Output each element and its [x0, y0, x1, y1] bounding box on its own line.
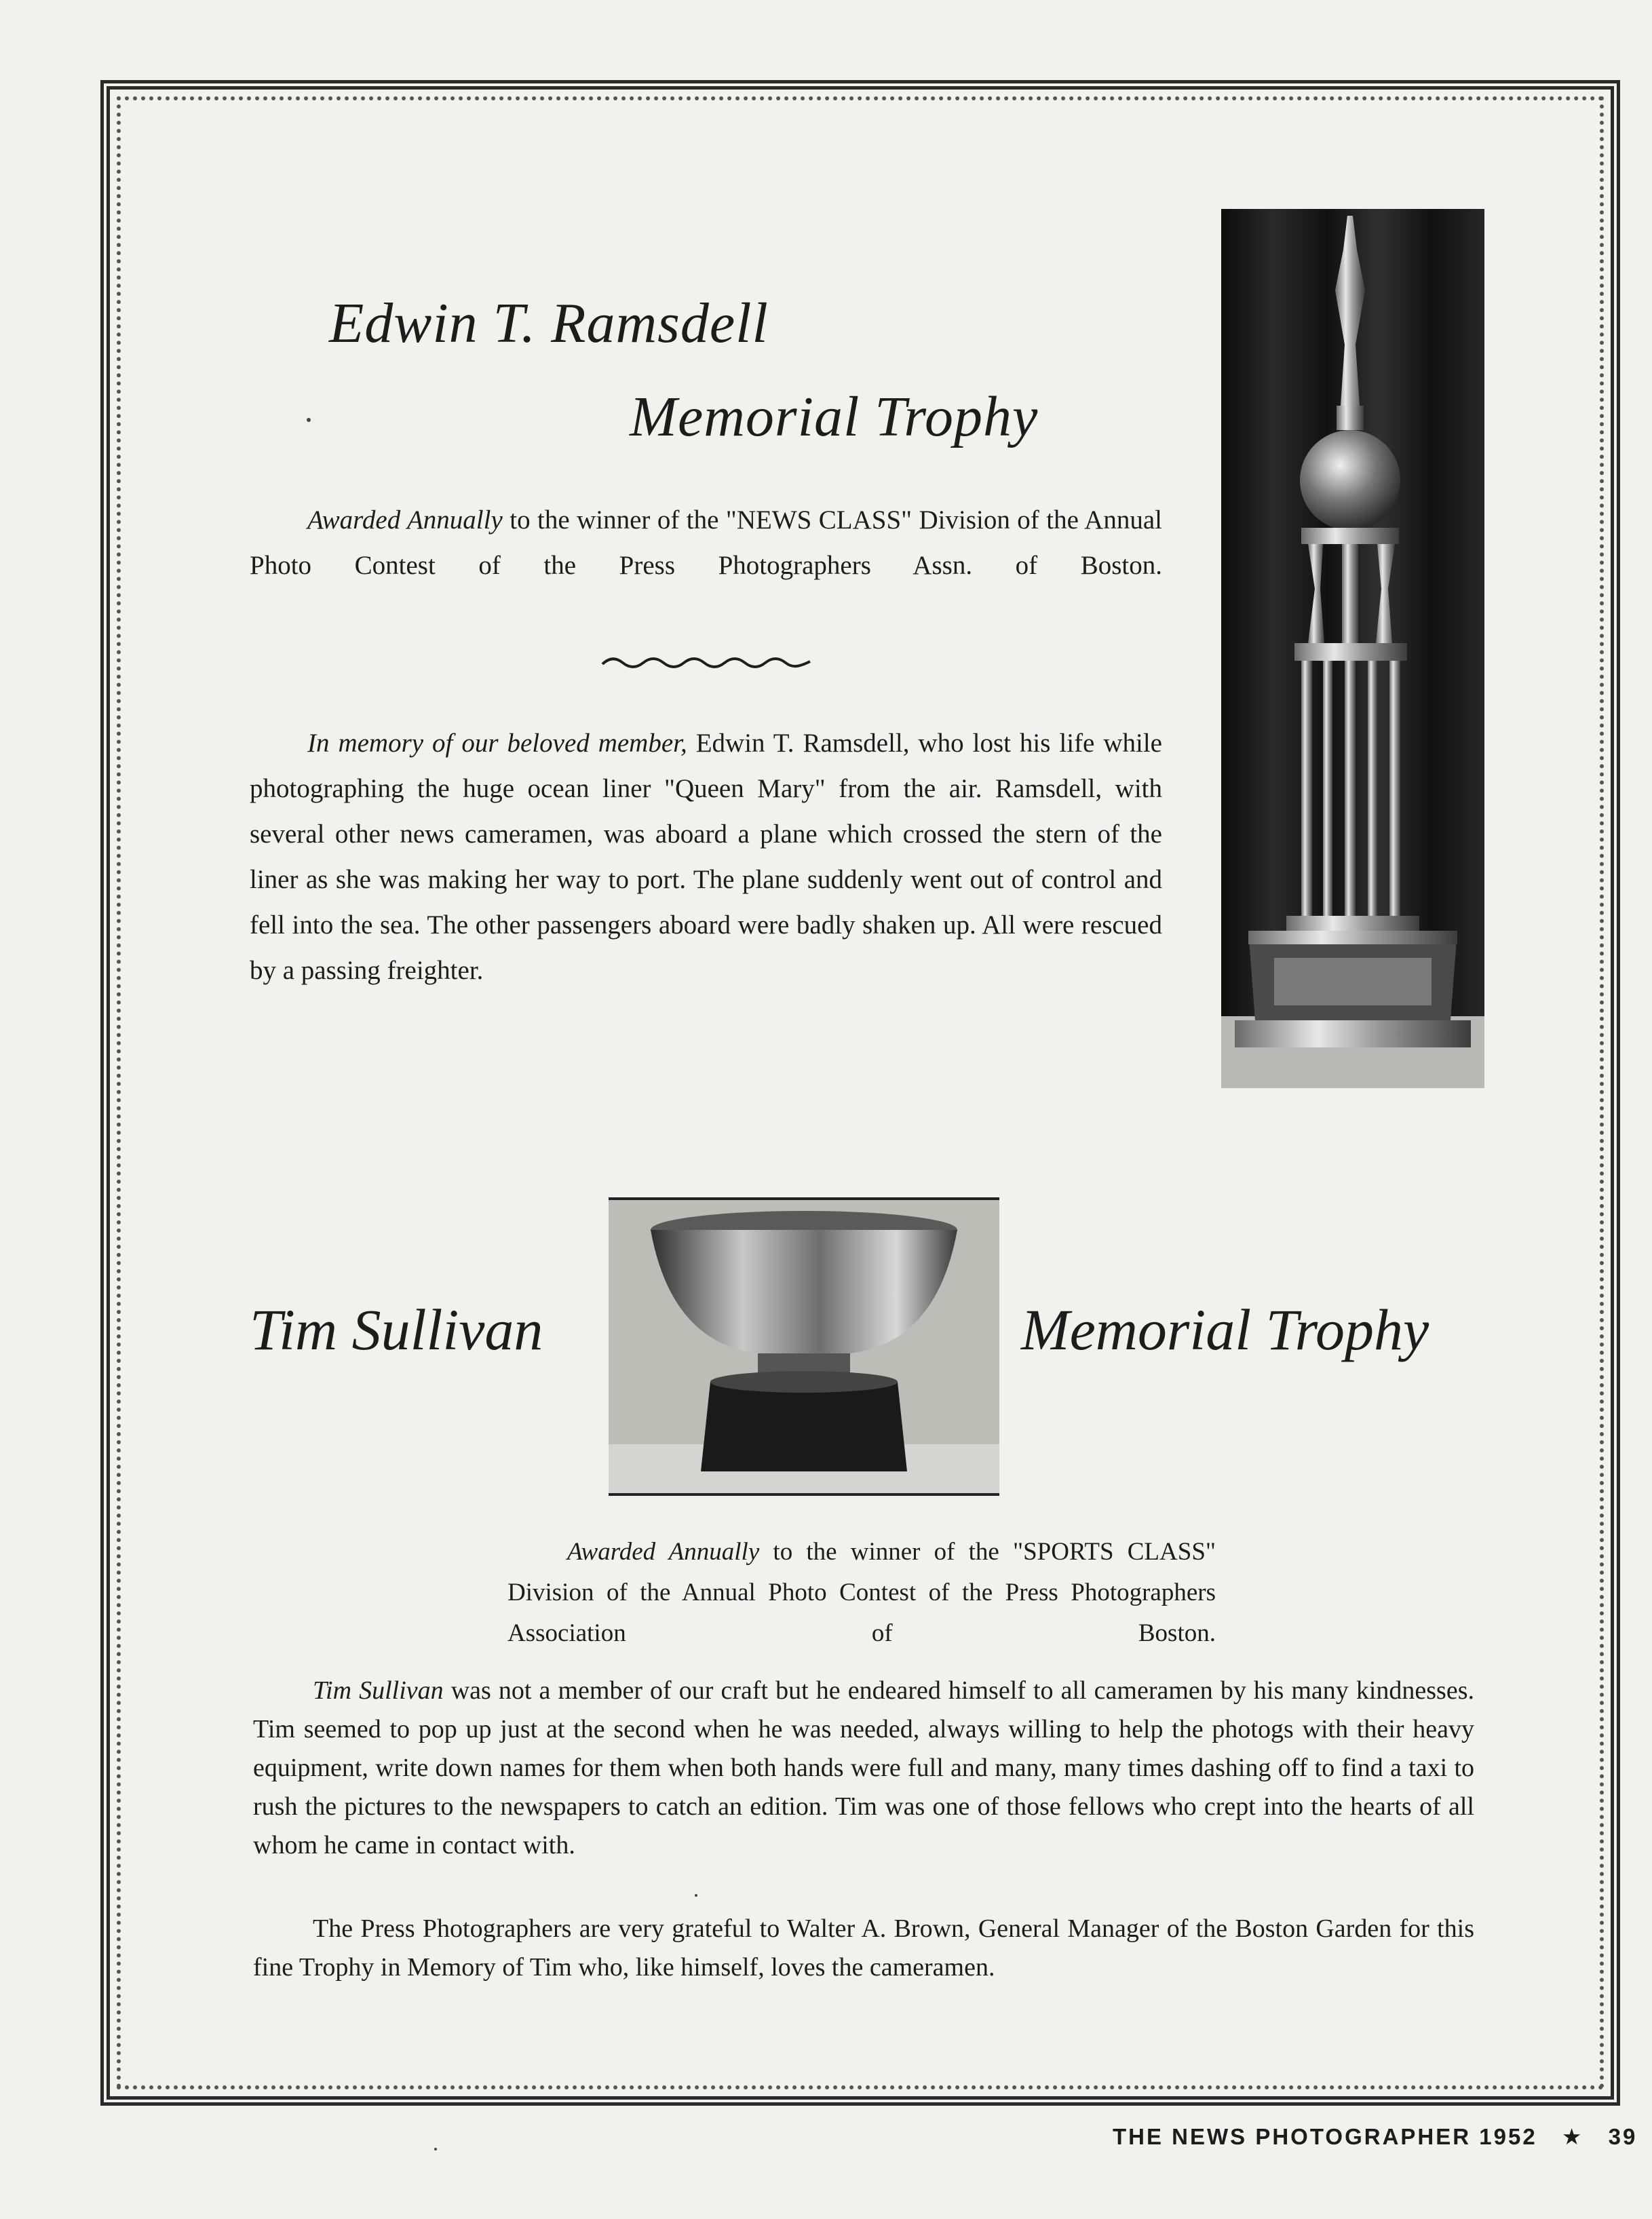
- sullivan-bowl-photo: [609, 1197, 999, 1496]
- sullivan-bio-text: was not a member of our craft but he endeared himself to all cameramen by his many kindnesses. Tim seemed to pop up just at the second when he was needed, always willing to help the photogs with their heavy equipment, write down names for them when both hands were full and many, many times dashing off to find a taxi to rush the pictures to the newspapers to catch an edition. Tim was one of those fellows who crept into the hearts of all whom he came in contact with.: [253, 1676, 1474, 1859]
- sullivan-thanks-paragraph: [253, 1910, 1474, 1987]
- sullivan-thanks-text: The Press Photographers are very grateful to Walter A. Brown, General Manager of the Boston Garden for this fine Trophy in Memory of Tim who, like himself, loves the cameramen.: [253, 1914, 1474, 1982]
- sullivan-award-text: to the winner of the "SPORTS CLASS" Division of the Annual Photo Contest of the Press Photographers Association of Boston.: [507, 1538, 1216, 1647]
- sullivan-award-paragraph: [507, 1532, 1216, 1654]
- ramsdell-trophy-photo: [1221, 209, 1484, 1088]
- ramsdell-award-paragraph: [250, 497, 1162, 588]
- ramsdell-title-line1: Edwin T. Ramsdell: [329, 292, 769, 355]
- print-speck: [695, 1894, 697, 1897]
- star-icon: ★: [1561, 2124, 1584, 2149]
- publication-name: THE NEWS PHOTOGRAPHER 1952: [1113, 2124, 1537, 2149]
- ramsdell-memory-italic: In memory of our beloved member,: [307, 729, 687, 758]
- ramsdell-award-italic: Awarded Annually: [307, 505, 503, 535]
- ornamental-divider: [601, 655, 811, 670]
- sullivan-title-right: Memorial Trophy: [1021, 1297, 1429, 1362]
- sullivan-bio-italic: Tim Sullivan: [313, 1676, 444, 1705]
- sullivan-title-left: Tim Sullivan: [250, 1297, 543, 1362]
- print-speck: [307, 418, 311, 422]
- page-footer: [1113, 2123, 1637, 2150]
- sullivan-award-italic: Awarded Annually: [567, 1538, 760, 1566]
- ramsdell-memory-paragraph: [250, 720, 1162, 993]
- ramsdell-award-text: to the winner of the "NEWS CLASS" Division of the Annual Photo Contest of the Press Photographers Assn. of Boston.: [250, 505, 1162, 580]
- page-number: 39: [1608, 2124, 1638, 2149]
- sullivan-bio-paragraph: [253, 1672, 1474, 1865]
- ramsdell-memory-text: Edwin T. Ramsdell, who lost his life while photographing the huge ocean liner "Queen Mary" from the air. Ramsdell, with several other news cameramen, was aboard a plane which crossed the stern of the liner as she was making her way to port. The plane suddenly went out of control and fell into the sea. The other passengers aboard were badly shaken up. All were rescued by a passing freighter.: [250, 729, 1162, 985]
- print-speck: [434, 2148, 437, 2150]
- ramsdell-title-line2: Memorial Trophy: [630, 385, 1039, 448]
